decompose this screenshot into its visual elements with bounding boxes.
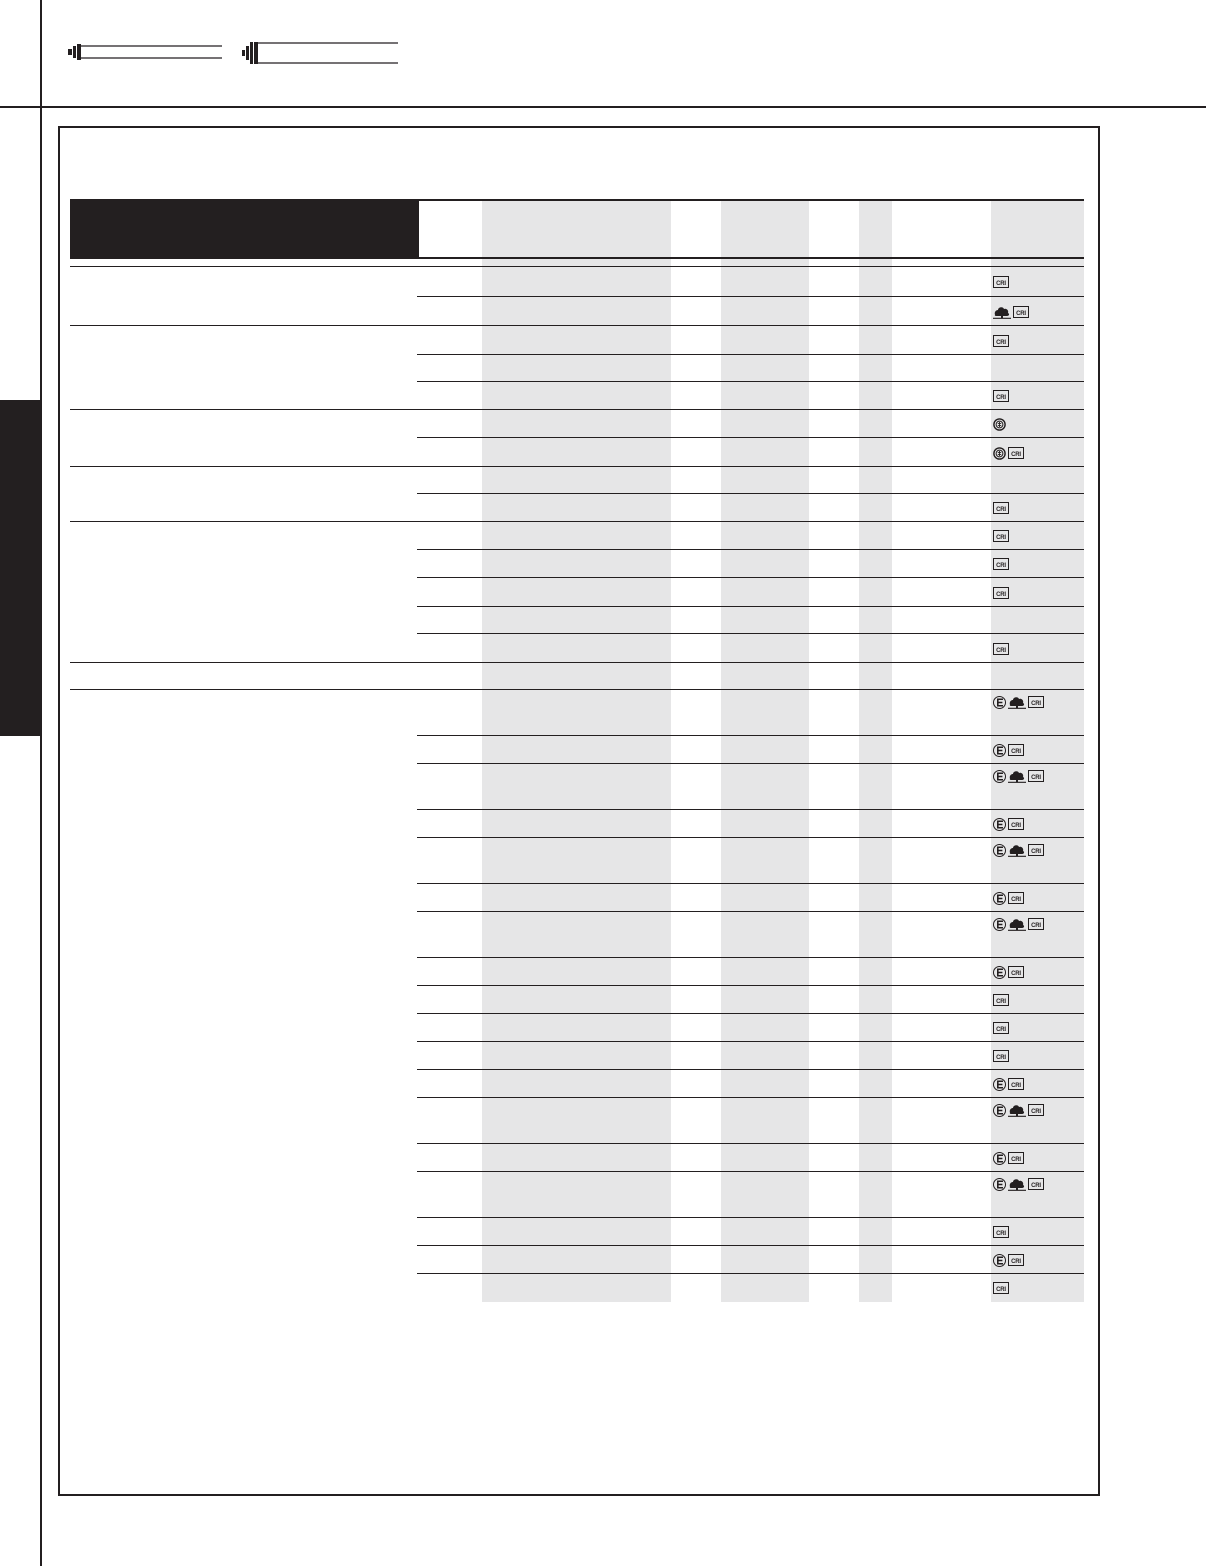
energy-e-icon: [993, 770, 1006, 783]
cri-badge-icon: [993, 276, 1009, 288]
svg-text:CRI: CRI: [1011, 1156, 1021, 1162]
svg-text:CRI: CRI: [996, 534, 1006, 540]
table-row-icons: [993, 1077, 1024, 1091]
table-row-icons: [993, 965, 1024, 979]
energy-e-icon: [993, 966, 1006, 979]
table-row-icons: [993, 843, 1044, 857]
svg-text:CRI: CRI: [1031, 922, 1041, 928]
table-header-block: [70, 201, 419, 257]
table-row-icons: [993, 557, 1009, 571]
cri-badge-icon: [1008, 1152, 1024, 1164]
table-row-icons: [993, 743, 1024, 757]
row-divider: [417, 1273, 1084, 1274]
tree-eco-icon: [1008, 1178, 1026, 1191]
cri-badge-icon: [993, 1282, 1009, 1294]
row-divider: [70, 521, 1084, 522]
cri-badge-icon: [1028, 696, 1044, 708]
svg-text:CRI: CRI: [1031, 700, 1041, 706]
row-divider: [417, 1097, 1084, 1098]
svg-text:CRI: CRI: [1011, 1258, 1021, 1264]
row-divider: [70, 325, 1084, 326]
fluorescent-tube-t12-icon: [242, 40, 400, 64]
row-divider: [417, 985, 1084, 986]
table-row-icons: [993, 1281, 1009, 1295]
row-divider: [70, 689, 1084, 690]
shaded-column-1: [482, 201, 671, 1302]
cri-badge-icon: [1008, 1254, 1024, 1266]
svg-text:CRI: CRI: [996, 339, 1006, 345]
svg-text:CRI: CRI: [1011, 896, 1021, 902]
cri-badge-icon: [1028, 1104, 1044, 1116]
cri-badge-icon: [1028, 770, 1044, 782]
cri-badge-icon: [993, 587, 1009, 599]
svg-text:CRI: CRI: [996, 562, 1006, 568]
table-row-icons: [993, 586, 1009, 600]
row-divider: [417, 1069, 1084, 1070]
row-divider: [70, 662, 1084, 663]
table-row-icons: [993, 917, 1044, 931]
svg-text:CRI: CRI: [996, 1054, 1006, 1060]
row-divider: [417, 763, 1084, 764]
cri-badge-icon: [1008, 966, 1024, 978]
tree-eco-icon: [1008, 918, 1026, 931]
cri-badge-icon: [993, 530, 1009, 542]
row-divider: [417, 296, 1084, 297]
table-row-icons: [993, 1049, 1009, 1063]
fluorescent-tube-t8-icon: [68, 40, 224, 64]
table-row-icons: [993, 769, 1044, 783]
row-divider: [417, 1171, 1084, 1172]
tree-eco-icon: [1008, 696, 1026, 709]
table-row-icons: [993, 993, 1009, 1007]
cri-badge-icon: [993, 643, 1009, 655]
section-tab: [0, 400, 41, 736]
row-divider: [417, 633, 1084, 634]
svg-text:CRI: CRI: [996, 506, 1006, 512]
energy-e-icon: [993, 918, 1006, 931]
row-divider: [417, 493, 1084, 494]
svg-text:CRI: CRI: [1011, 748, 1021, 754]
row-divider: [417, 437, 1084, 438]
cri-badge-icon: [1028, 1178, 1044, 1190]
table-row-icons: [993, 891, 1024, 905]
table-row-icons: [993, 642, 1009, 656]
table-row-icons: [993, 529, 1009, 543]
table-row-icons: [993, 501, 1009, 515]
cri-badge-icon: [993, 502, 1009, 514]
row-divider: [417, 1143, 1084, 1144]
svg-text:CRI: CRI: [1011, 451, 1021, 457]
row-divider: [417, 354, 1084, 355]
row-divider: [417, 577, 1084, 578]
svg-text:CRI: CRI: [1031, 848, 1041, 854]
svg-text:CRI: CRI: [1011, 1082, 1021, 1088]
cri-badge-icon: [1008, 447, 1024, 459]
cri-badge-icon: [1028, 918, 1044, 930]
certification-seal-icon: [993, 418, 1006, 431]
row-divider: [417, 1013, 1084, 1014]
cri-badge-icon: [1028, 844, 1044, 856]
svg-text:CRI: CRI: [1016, 310, 1026, 316]
cri-badge-icon: [1008, 818, 1024, 830]
svg-text:CRI: CRI: [1031, 774, 1041, 780]
table-row-icons: [993, 1151, 1024, 1165]
energy-e-icon: [993, 818, 1006, 831]
cri-badge-icon: [993, 994, 1009, 1006]
row-divider: [417, 1041, 1084, 1042]
svg-text:CRI: CRI: [996, 591, 1006, 597]
row-divider: [417, 606, 1084, 607]
table-row-icons: [993, 1225, 1009, 1239]
header-rule: [0, 106, 1206, 108]
energy-e-icon: [993, 892, 1006, 905]
energy-e-icon: [993, 1152, 1006, 1165]
svg-text:CRI: CRI: [1011, 822, 1021, 828]
svg-text:CRI: CRI: [996, 647, 1006, 653]
cri-badge-icon: [993, 390, 1009, 402]
cri-badge-icon: [993, 1050, 1009, 1062]
row-divider: [70, 466, 1084, 467]
certification-seal-icon: [993, 447, 1006, 460]
svg-text:CRI: CRI: [996, 998, 1006, 1004]
row-divider: [417, 809, 1084, 810]
row-divider: [417, 911, 1084, 912]
row-divider: [417, 1217, 1084, 1218]
energy-e-icon: [993, 744, 1006, 757]
table-row-icons: [993, 389, 1009, 403]
table-row-icons: [993, 446, 1024, 460]
row-divider: [417, 1245, 1084, 1246]
row-divider: [417, 549, 1084, 550]
table-row-icons: [993, 334, 1009, 348]
tree-eco-icon: [993, 306, 1011, 319]
row-divider: [417, 837, 1084, 838]
table-row-icons: [993, 1103, 1044, 1117]
shaded-column-3: [859, 201, 892, 1302]
svg-text:CRI: CRI: [1011, 970, 1021, 976]
energy-e-icon: [993, 1178, 1006, 1191]
table-header-rule: [70, 257, 1084, 259]
row-divider: [417, 957, 1084, 958]
tree-eco-icon: [1008, 1104, 1026, 1117]
svg-text:CRI: CRI: [1031, 1182, 1041, 1188]
table-row-icons: [993, 417, 1006, 431]
margin-rule-vertical: [40, 0, 42, 1566]
table-row-icons: [993, 1253, 1024, 1267]
energy-e-icon: [993, 844, 1006, 857]
energy-e-icon: [993, 696, 1006, 709]
shaded-column-2: [721, 201, 809, 1302]
table-row-icons: [993, 305, 1029, 319]
energy-e-icon: [993, 1104, 1006, 1117]
table-row-icons: [993, 1021, 1009, 1035]
row-divider: [417, 735, 1084, 736]
cri-badge-icon: [1008, 892, 1024, 904]
tree-eco-icon: [1008, 844, 1026, 857]
row-divider: [417, 1301, 1084, 1302]
cri-badge-icon: [1013, 306, 1029, 318]
energy-e-icon: [993, 1254, 1006, 1267]
svg-text:CRI: CRI: [996, 1286, 1006, 1292]
cri-badge-icon: [1008, 1078, 1024, 1090]
svg-text:CRI: CRI: [996, 1230, 1006, 1236]
svg-text:CRI: CRI: [1031, 1108, 1041, 1114]
svg-text:CRI: CRI: [996, 1026, 1006, 1032]
table-row-icons: [993, 695, 1044, 709]
svg-text:CRI: CRI: [996, 394, 1006, 400]
cri-badge-icon: [993, 1022, 1009, 1034]
cri-badge-icon: [993, 335, 1009, 347]
row-divider: [417, 381, 1084, 382]
table-row-icons: [993, 275, 1009, 289]
row-divider: [70, 266, 1084, 267]
row-divider: [417, 883, 1084, 884]
row-divider: [70, 409, 1084, 410]
cri-badge-icon: [1008, 744, 1024, 756]
table-row-icons: [993, 817, 1024, 831]
cri-badge-icon: [993, 1226, 1009, 1238]
svg-text:CRI: CRI: [996, 280, 1006, 286]
table-row-icons: [993, 1177, 1044, 1191]
cri-badge-icon: [993, 558, 1009, 570]
tree-eco-icon: [1008, 770, 1026, 783]
energy-e-icon: [993, 1078, 1006, 1091]
